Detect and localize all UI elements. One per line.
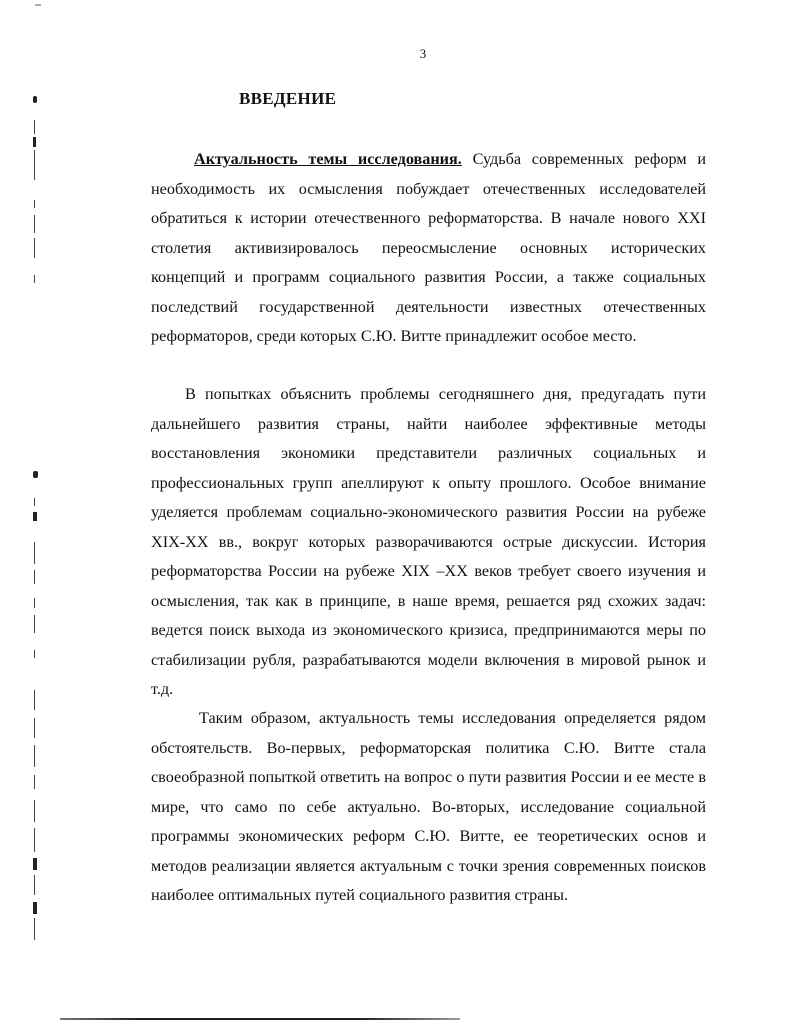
section-heading: ВВЕДЕНИЕ bbox=[239, 89, 337, 108]
scan-artifact-line bbox=[34, 542, 35, 564]
paragraph-text: Таким образом, актуальность темы исследования определяется рядом обстоятельств. Во-первых, реформаторская политика С.Ю. Витте стала своеобразной попыткой ответить на вопрос о пути развития России и ее месте в мире, что само по себе актуально. Во-вторых, исследование социальной программы экономических реформ С.Ю. Витте, ее теоретических основ и методов реализации является актуальным с точки зрения современных поисков наиболее оптимальных путей социального развития страны. bbox=[151, 709, 706, 904]
scan-artifact-line bbox=[34, 150, 35, 180]
scan-artifact-mark bbox=[33, 96, 37, 103]
scan-artifact-top bbox=[35, 4, 41, 6]
paragraph-text: Судьба современных реформ и необходимость их осмысления побуждает отечественных исследователей обратиться к истории отечественного реформаторства. В начале нового XXI столетия активизировалось переосмысление основных исторических концепций и программ социального развития России, а также социальных последствий государственной деятельности известных отечественных реформаторов, среди которых С.Ю. Витте принадлежит особое место. bbox=[151, 150, 707, 345]
scan-artifact-line bbox=[34, 650, 35, 658]
paragraph-relevance bbox=[151, 145, 706, 352]
scan-artifact-line bbox=[34, 875, 35, 895]
scan-artifact-line bbox=[34, 745, 35, 767]
paragraph-context bbox=[151, 380, 706, 705]
page-number: 3 bbox=[419, 46, 427, 61]
scan-artifact-line bbox=[34, 120, 35, 134]
scan-artifact-mark bbox=[33, 471, 38, 478]
scan-artifact-mark bbox=[33, 137, 36, 147]
scan-artifact-line bbox=[34, 828, 35, 852]
scan-artifact-line bbox=[34, 615, 35, 633]
scan-artifact-line bbox=[34, 718, 35, 738]
scan-artifact-mark bbox=[33, 858, 37, 870]
scan-artifact-line bbox=[34, 598, 35, 608]
scan-artifact-mark bbox=[33, 512, 37, 521]
scan-artifact-line bbox=[34, 690, 35, 710]
scan-artifact-line bbox=[34, 918, 35, 940]
paragraph-conclusion bbox=[151, 704, 706, 911]
scan-artifact-line bbox=[34, 775, 35, 789]
paragraph-text: В попытках объяснить проблемы сегодняшнего дня, предугадать пути дальнейшего развития страны, найти наиболее эффективные методы восстановления экономики представители различных социальных и профессиональных групп апеллируют к опыту прошлого. Особое внимание уделяется проблемам социально-экономического развития России на рубеже XIX-XX вв., вокруг которых разворачиваются острые дискуссии. История реформаторства России на рубеже XIX –XX веков требует своего изучения и осмысления, так как в принципе, в наше время, решается ряд схожих задач: ведется поиск выхода из экономического кризиса, предпринимаются меры по стабилизации рубля, разрабатываются модели включения в мировой рынок и т.д. bbox=[151, 385, 706, 698]
scan-artifact-mark bbox=[33, 902, 37, 914]
scan-artifact-bottom-rule bbox=[60, 1018, 460, 1020]
scan-artifact-line bbox=[34, 498, 35, 506]
scan-artifact-line bbox=[34, 570, 35, 584]
scan-artifact-line bbox=[34, 275, 35, 283]
scan-artifact-line bbox=[34, 215, 35, 233]
scan-artifact-line bbox=[34, 800, 35, 822]
scan-artifact-line bbox=[34, 200, 35, 208]
scan-artifact-line bbox=[34, 238, 35, 258]
paragraph-lead-heading: Актуальность темы исследования. bbox=[194, 150, 462, 168]
